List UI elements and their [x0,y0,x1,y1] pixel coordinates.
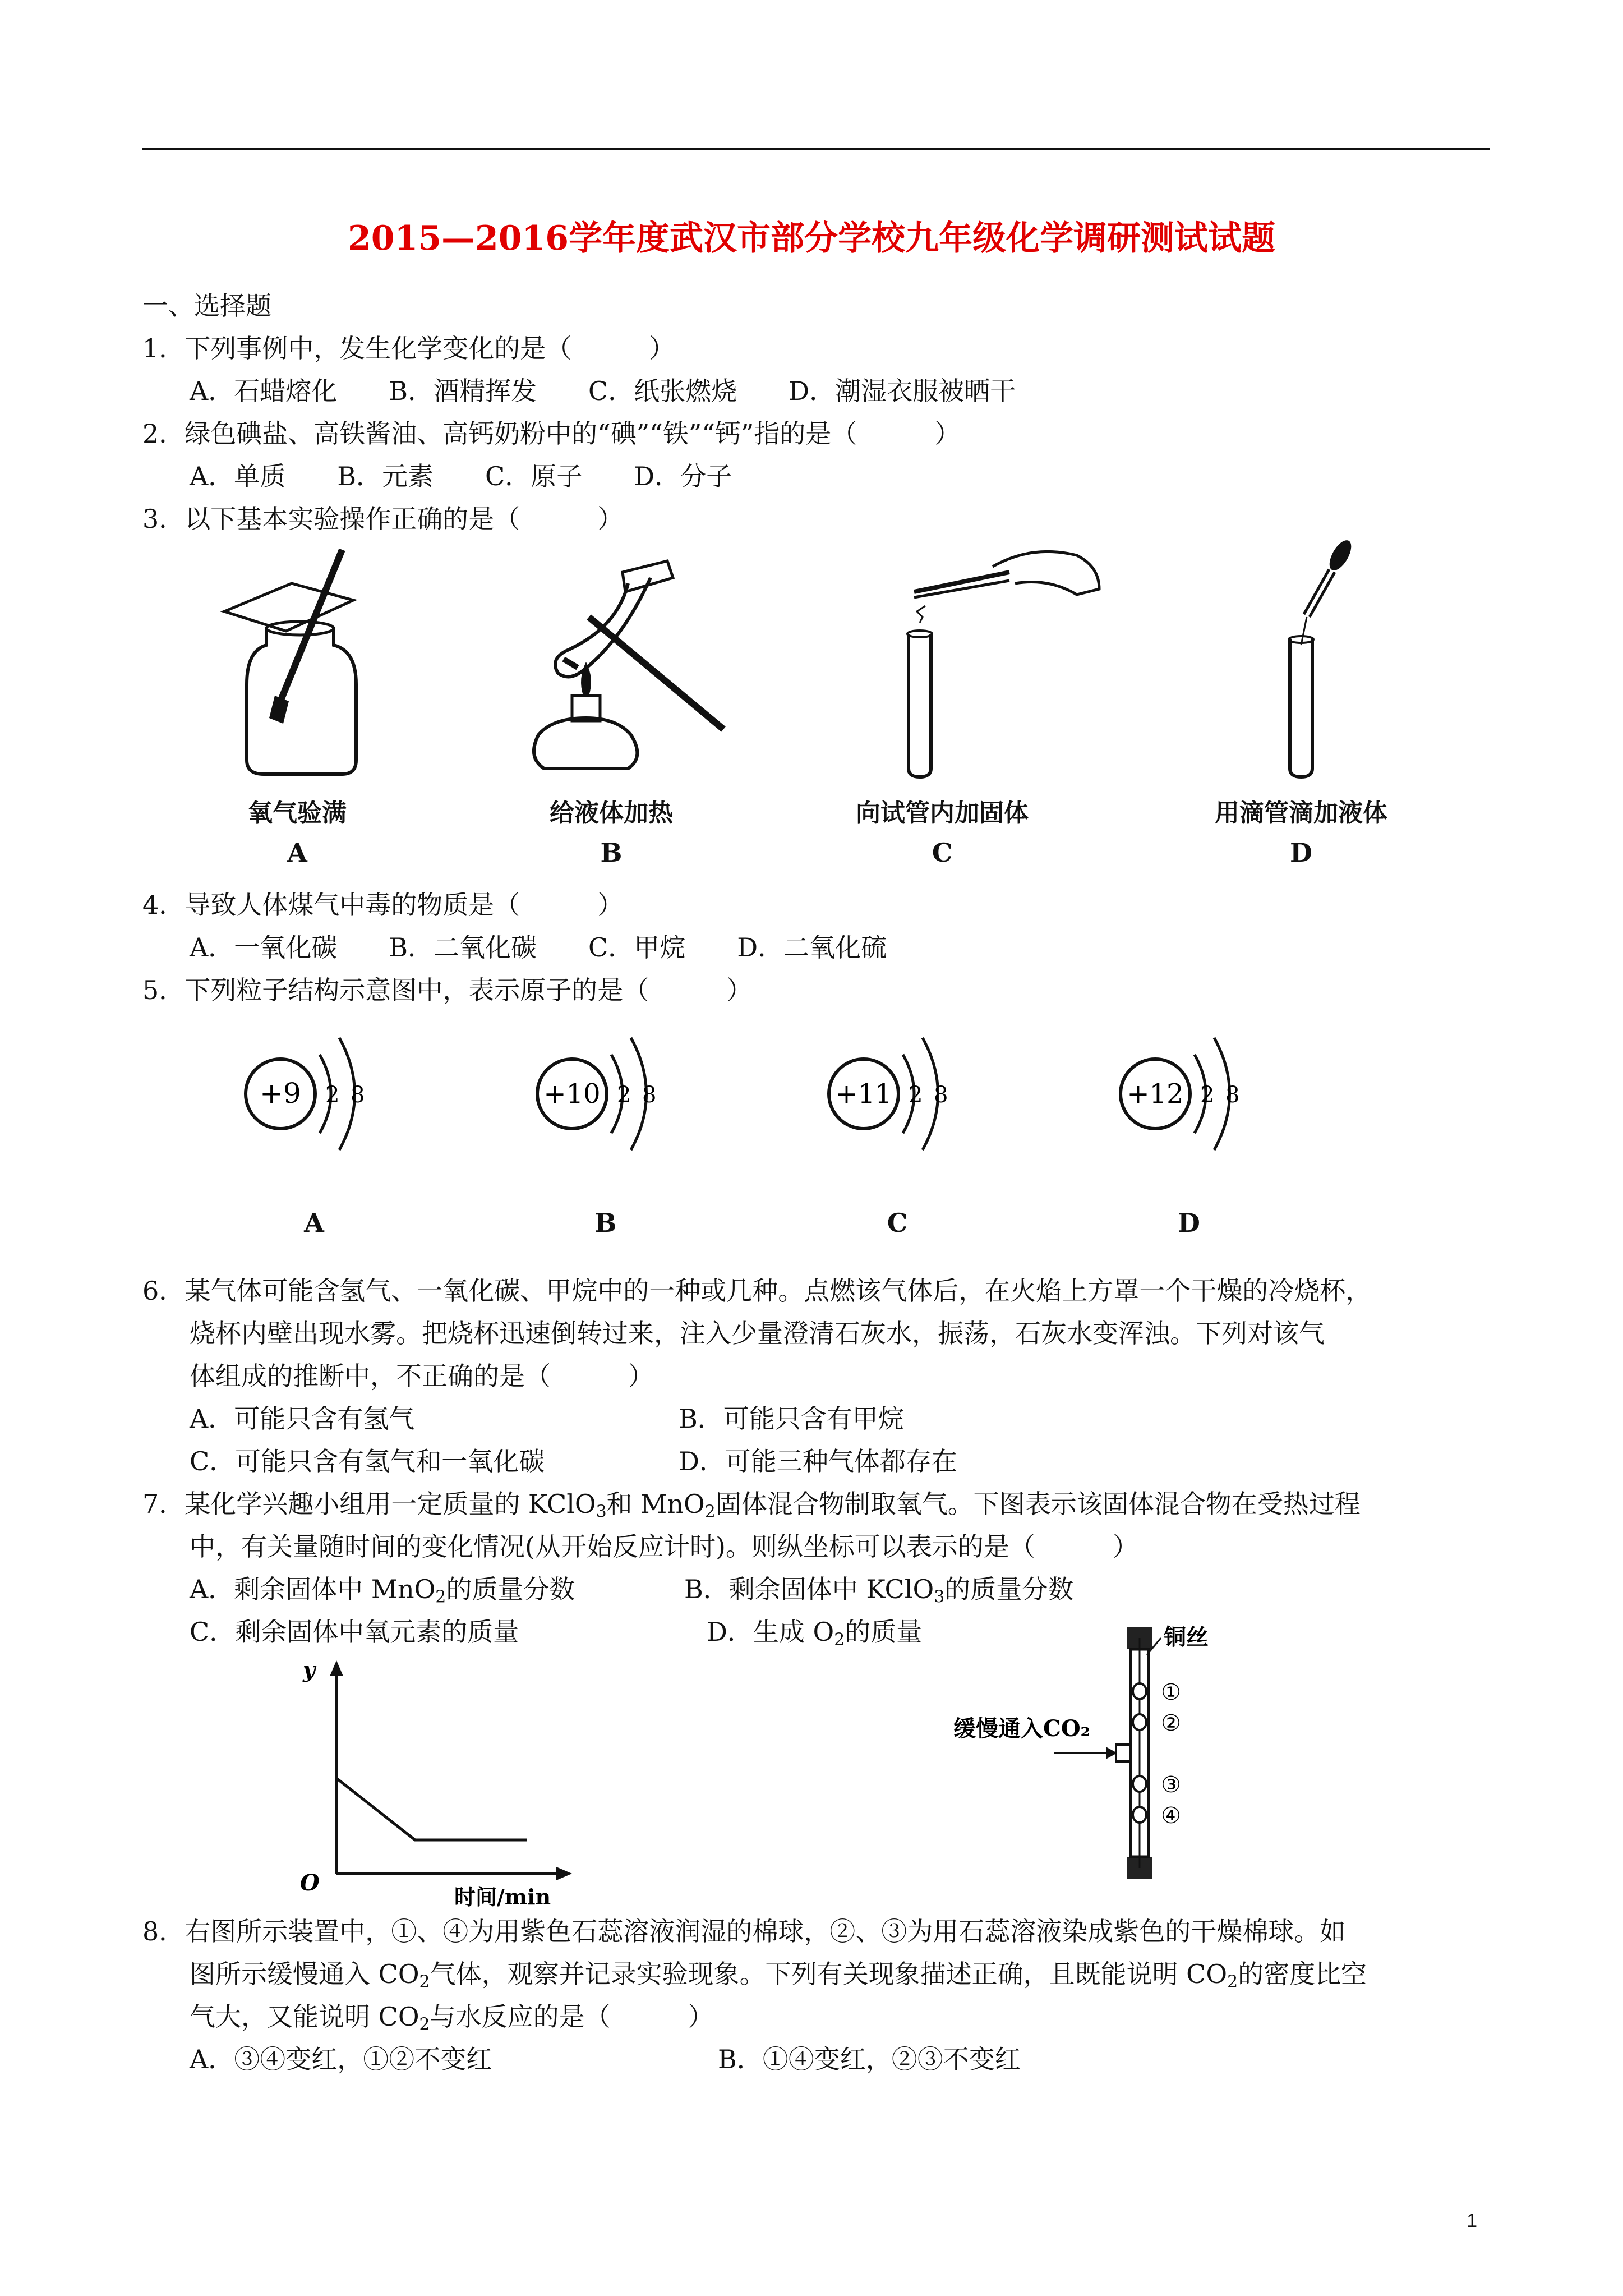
q8-option-b: B．①④变红，②③不变红 [718,2044,1021,2074]
q6-line1: 6．某气体可能含氢气、一氧化碳、甲烷中的一种或几种。点燃该气体后，在火焰上方罩一个干燥的冷烧杯， [142,1276,1372,1306]
q7-graph [292,1649,583,1913]
q6-line2: 烧杯内壁出现水雾。把烧杯迅速倒转过来，注入少量澄清石灰水，振荡，石灰水变浑浊。下列对该气 [190,1318,1325,1349]
fig-b-caption: 给液体加热 [550,799,673,827]
section-heading: 一、选择题 [142,291,271,321]
shell2-c: 8 [934,1082,948,1108]
q8-line3: 气大，又能说明 $CO_2$与水反应的是（ ） [190,2001,714,2035]
ball-1-label: ① [1161,1680,1181,1705]
ball-3-label: ③ [1161,1772,1181,1798]
q5-stem: 5．下列粒子结构示意图中，表示原子的是（ ） [142,975,753,1005]
atom-d-letter: D [1178,1208,1200,1238]
q6-option-c: C．可能只含有氢气和一氧化碳 [190,1446,545,1476]
fig-b-letter: B [600,838,623,868]
atom-a-letter: A [304,1208,324,1238]
fig-d-caption: 用滴管滴加液体 [1215,799,1387,827]
q7-option-b: B．剩余固体中 KClO$_3$的质量分数 [684,1574,1074,1607]
ball-2-label: ② [1161,1710,1181,1736]
nucleus-c: +11 [835,1078,892,1110]
fig-c-letter: C [932,838,953,868]
q6-option-d: D．可能三种气体都存在 [679,1446,957,1476]
q6-option-b: B．可能只含有甲烷 [679,1404,904,1434]
nucleus-b: +10 [543,1078,601,1110]
atom-b-letter: B [594,1208,617,1238]
shell1-b: 2 [617,1082,631,1108]
q6-option-a: A．可能只含有氢气 [190,1404,415,1434]
atom-diagram-b [527,1021,684,1167]
page-number: 1 [1467,2210,1477,2231]
q3-stem: 3．以下基本实验操作正确的是（ ） [142,504,624,534]
nucleus-d: +12 [1127,1078,1184,1110]
ball-4-label: ④ [1161,1803,1181,1829]
heating-liquid-figure [505,539,751,785]
shell2-a: 8 [351,1082,365,1108]
origin-label: O [300,1870,320,1896]
fig-a-letter: A [287,838,307,868]
exam-title: 2015—2016学年度武汉市部分学校九年级化学调研测试试题 [348,219,1275,258]
co2-apparatus [953,1616,1267,1890]
atom-c-letter: C [887,1208,908,1238]
dropper-figure [1262,539,1374,785]
q2-stem: 2．绿色碘盐、高铁酱油、高钙奶粉中的“碘”“铁”“钙”指的是（ ） [142,418,961,449]
q8-line2: 图所示缓慢通入 $CO_2$气体，观察并记录实验现象。下列有关现象描述正确，且既能说明 $CO_2$的密度比空 [190,1959,1367,1992]
q7-line2: 中，有关量随时间的变化情况(从开始反应计时)。则纵坐标可以表示的是（ ） [190,1531,1138,1562]
fig-a-caption: 氧气验满 [248,799,347,827]
shell1-c: 2 [909,1082,923,1108]
q1-options: A．石蜡熔化 B．酒精挥发 C．纸张燃烧 D．潮湿衣服被晒干 [190,376,1016,406]
x-axis-label: 时间/min [454,1884,551,1910]
shell1-d: 2 [1200,1082,1215,1108]
shell1-a: 2 [325,1082,340,1108]
q8-option-a: A．③④变红，①②不变红 [190,2044,492,2074]
atom-diagram-c [819,1021,976,1167]
shell2-d: 8 [1225,1082,1240,1108]
q7-option-c: C．剩余固体中氧元素的质量 [190,1617,519,1647]
nucleus-a: +9 [260,1077,301,1110]
q4-options: A．一氧化碳 B．二氧化碳 C．甲烷 D．二氧化硫 [190,932,887,963]
atom-diagram-a [236,1021,393,1167]
copper-wire-label: 铜丝 [1164,1624,1209,1650]
adding-solid-figure [864,539,1127,785]
q7-line1: 7．某化学兴趣小组用一定质量的 KClO$_3$和 MnO$_2$固体混合物制取氧气。下图表示该固体混合物在受热过程 [142,1489,1361,1522]
q1-stem: 1．下列事例中，发生化学变化的是（ ） [142,333,675,364]
header-rule [142,148,1490,150]
q2-options: A．单质 B．元素 C．原子 D．分子 [190,461,732,491]
q6-line3: 体组成的推断中，不正确的是（ ） [190,1361,654,1391]
fig-c-caption: 向试管内加固体 [856,799,1029,827]
oxygen-test-figure [213,539,381,785]
q8-line1: 8．右图所示装置中，①、④为用紫色石蕊溶液润湿的棉球，②、③为用石蕊溶液染成紫色的干燥棉球。如 [142,1916,1346,1947]
q4-stem: 4．导致人体煤气中毒的物质是（ ） [142,890,624,920]
y-axis-label: y [303,1657,316,1682]
inlet-label: 缓慢通入CO₂ [953,1715,1091,1742]
shell2-b: 8 [642,1082,657,1108]
fig-d-letter: D [1290,838,1312,868]
atom-diagram-d [1110,1021,1267,1167]
q7-option-a: A．剩余固体中 MnO$_2$的质量分数 [190,1574,575,1607]
q7-option-d: D．生成 $O_2$的质量 [707,1617,923,1650]
